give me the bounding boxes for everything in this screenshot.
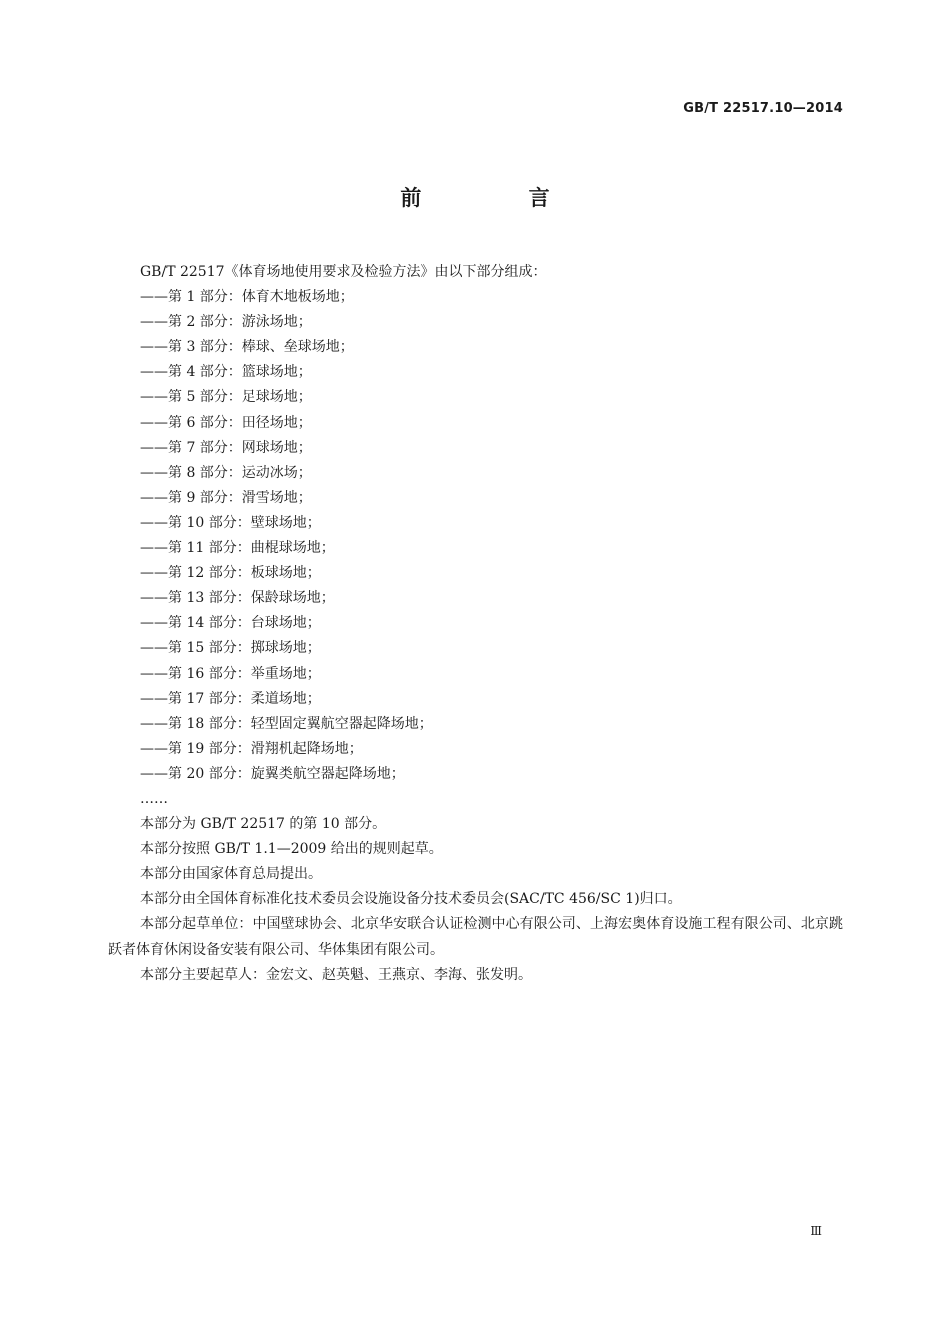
list-item: ——第 16 部分：举重场地； [140, 665, 321, 682]
list-item: ——第 1 部分：体育木地板场地； [140, 289, 354, 306]
list-item: ——第 17 部分：柔道场地； [140, 690, 321, 707]
list-item: ——第 14 部分：台球场地； [140, 615, 321, 632]
list-item: ——第 5 部分：足球场地； [140, 389, 312, 406]
list-item: ——第 3 部分：棒球、垒球场地； [140, 339, 354, 356]
list-item: ——第 8 部分：运动冰场； [140, 464, 312, 481]
list-item: ——第 13 部分：保龄球场地； [140, 590, 335, 607]
list-item: ——第 10 部分：壁球场地； [140, 514, 321, 531]
list-item: ——第 15 部分：掷球场地； [140, 640, 321, 657]
foreword-body [108, 260, 843, 988]
list-item: ——第 11 部分：曲棍球场地； [140, 540, 335, 557]
paragraph: GB/T 22517《体育场地使用要求及检验方法》由以下部分组成： [140, 264, 547, 280]
paragraph: 本部分起草单位：中国壁球协会、北京华安联合认证检测中心有限公司、上海宏奥体育设施工程有限公司、北京跳跃者体育休闲设备安装有限公司、华体集团有限公司。 [108, 916, 843, 958]
list-item: ——第 9 部分：滑雪场地； [140, 489, 312, 506]
list-item: ——第 18 部分：轻型固定翼航空器起降场地； [140, 715, 433, 732]
ellipsis: …… [140, 790, 168, 807]
list-item: ——第 19 部分：滑翔机起降场地； [140, 740, 363, 757]
list-item: ——第 12 部分：板球场地； [140, 565, 321, 582]
paragraph: 本部分按照 GB/T 1.1—2009 给出的规则起草。 [140, 841, 443, 858]
standard-code: GB/T 22517.10—2014 [683, 101, 843, 116]
paragraph: 本部分为 GB/T 22517 的第 10 部分。 [140, 816, 387, 833]
list-item: ——第 20 部分：旋翼类航空器起降场地； [140, 765, 405, 782]
list-item: ——第 7 部分：网球场地； [140, 439, 312, 456]
list-item: ——第 6 部分：田径场地； [140, 414, 312, 431]
page-number: Ⅲ [810, 1224, 822, 1238]
paragraph: 本部分由国家体育总局提出。 [140, 866, 322, 883]
paragraph: 本部分由全国体育标准化技术委员会设施设备分技术委员会(SAC/TC 456/SC 1)归口。 [140, 891, 682, 908]
paragraph: 本部分主要起草人：金宏文、赵英魁、王燕京、李海、张发明。 [140, 966, 532, 983]
page-title: 前 言 [400, 186, 600, 210]
list-item: ——第 4 部分：篮球场地； [140, 364, 312, 381]
list-item: ——第 2 部分：游泳场地； [140, 314, 312, 331]
